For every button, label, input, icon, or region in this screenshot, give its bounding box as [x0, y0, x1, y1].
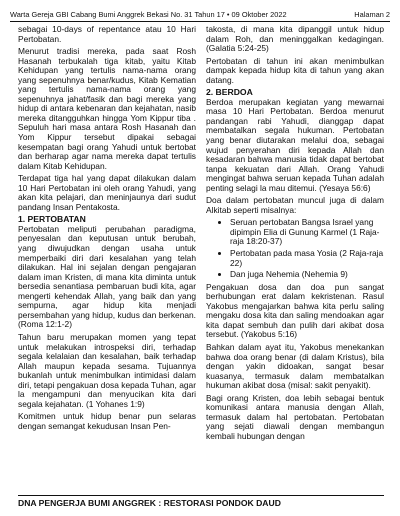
- paragraph: Komitmen untuk hidup benar pun selaras dengan semangat kekudusan Insan Pen-: [18, 411, 196, 431]
- paragraph: Pertobatan meliputi perubahan paradigma, penyesalan dan keputusan untuk berubah, yang diwujudkan dengan usaha untuk memperbaiki diri dari kesalahan yang telah dilakukan. Hal ini sejalan dengan pengajaran dalam iman Kristen, di mana kita diminta untuk bersedia senantiasa pembaruan budi kita, agar mengerti kehendak Allah, yang baik dan yang sempurna, agar hidup kita menjadi persembahan yang hidup, kudus dan berkenan. (Roma 12:1-2): [18, 223, 196, 330]
- bullet-list: [206, 218, 384, 279]
- paragraph: Doa dalam pertobatan muncul juga di dalam Alkitab seperti misalnya:: [206, 195, 384, 215]
- list-item: • Pertobatan pada masa Yosia (2 Raja-raja 22): [230, 249, 384, 268]
- right-column: [206, 25, 384, 491]
- header-publication: Warta Gereja GBI Cabang Bumi Anggrek Bekasi No. 31 Tahun 17 • 09 Oktober 2022: [10, 9, 287, 19]
- header-page-number: Halaman 2: [354, 9, 390, 19]
- section-heading-berdoa: 2. BERDOA: [206, 87, 253, 98]
- left-column: [18, 25, 196, 491]
- paragraph: Berdoa merupakan kegiatan yang mewarnai masa 10 Hari Pertobatan. Berdoa menurut pandangan rabi Yahudi, dianggap dapat membatalkan segala hukuman. Pertobatan yang benar diutarakan melalui doa, sebagai wujud penyerahan diri kepada Allah dan kesadaran bahwa manusia tidak dapat bertobat tanpa kekuatan dari Allah. Orang Yahudi mengingat bahwa seruan kepada Tuhan adalah penting selagi la mau ditemui. (Yesaya 56:6): [206, 96, 384, 193]
- page-header: [10, 7, 390, 22]
- paragraph: Pengakuan dosa dan doa pun sangat berhubungan erat dalam kekristenan. Rasul Yakobus mengajarkan bahwa kita perlu saling mengaku dosa kita dan saling mendoakan agar kita dapat sembuh dan pulih dari akibat dosa tersebut. (Yakobus 5:16): [206, 281, 384, 340]
- list-item: • Dan juga Nehemia (Nehemia 9): [230, 270, 384, 280]
- list-item: • Seruan pertobatan Bangsa Israel yang dipimpin Elia di Gunung Karmel (1 Raja-raja 18:20-37): [230, 218, 384, 247]
- paragraph: Terdapat tiga hal yang dapat dilakukan dalam 10 Hari Pertobatan ini oleh orang Yahudi, yang akan kita pelajari, dan meninjaunya dari sudut pandang Insan Pentakosta.: [18, 173, 196, 212]
- paragraph: Bagi orang Kristen, doa lebih sebagai bentuk komunikasi antara manusia dengan Allah, termasuk dalam hal pertobatan. Pertobatan yang sejati diawali dengan membangun kembali hubungan dengan: [206, 392, 384, 441]
- paragraph: Tahun baru merupakan momen yang tepat untuk melakukan introspeksi diri, terhadap segala kelalaian dan kesalahan, baik terhadap Allah maupun kepada sesama. Tujuannya bukanlah untuk menimbulkan intimidasi dalam diri, tetapi pengakuan dosa kepada Tuhan, agar la mengampuni dan menyucikan kita dari segala kejahatan. (1 Yohanes 1:9): [18, 331, 196, 409]
- paragraph: sebagai 10-days of repentance atau 10 Hari Pertobatan.: [18, 25, 196, 44]
- page-footer: DNA PENGERJA BUMI ANGGREK : RESTORASI PONDOK DAUD: [18, 495, 384, 512]
- paragraph: takosta, di mana kita dipanggil untuk hidup dalam Roh, dan meninggalkan kedagingan. (Galatia 5:24-25): [206, 25, 384, 54]
- article-body: [18, 25, 384, 491]
- section-heading-pertobatan: 1. PERTOBATAN: [18, 214, 86, 225]
- paragraph: Bahkan dalam ayat itu, Yakobus menekankan bahwa doa orang benar (di dalam Kristus), bila dengan yakin didoakan, sangat besar kuasanya, termasuk dalam membatalkan hukuman akibat dosa (misal: sakit penyakit).: [206, 341, 384, 391]
- paragraph: Pertobatan di tahun ini akan menimbulkan dampak kepada hidup kita di tahun yang akan datang.: [206, 55, 384, 85]
- paragraph: Menurut tradisi mereka, pada saat Rosh Hasanah terbukalah tiga kitab, yaitu Kitab Kehidupan yang tertulis nama-nama orang yang sepenuhnya benar/kudus, Kitab Kematian yang tertulis nama-nama orang yang sepenuhnya jahat/fasik dan bagi mereka yang hidup di antara kebenaran dan kejahatan, nasib mereka ditangguhkan hingga Yom Kippur tiba . Sepuluh hari masa antara Rosh Hasanah dan Yom Kippur tersebut dipakai sebagai kesempatan bagi orang Yahudi untuk bertobat dan berharap agar nama mereka dapat tertulis dalam Kitab Kehidupan.: [18, 46, 196, 171]
